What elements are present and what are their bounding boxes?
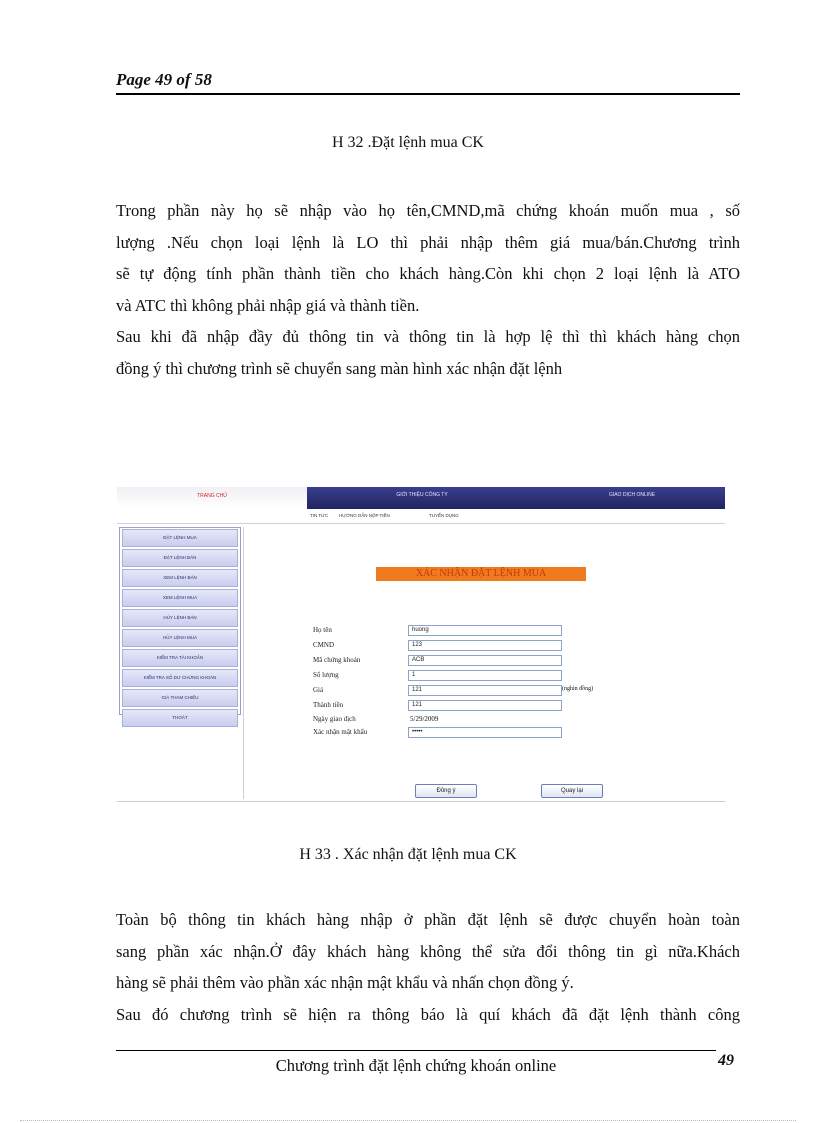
figure-33-caption: H 33 . Xác nhận đặt lệnh mua CK <box>299 846 517 863</box>
menu-view-buy[interactable]: XEM LỆNH MUA <box>122 589 238 607</box>
subnav-recruitment[interactable]: TUYỂN DỤNG <box>429 513 459 518</box>
menu-view-sell[interactable]: XEM LỆNH BÁN <box>122 569 238 587</box>
paragraph-line: Toàn bộ thông tin khách hàng nhập ở phần đặt lệnh sẽ được chuyển hoàn toàn <box>116 910 740 929</box>
sub-nav-bar <box>117 509 725 524</box>
subnav-news[interactable]: TIN TỨC <box>310 513 329 518</box>
figure-32-caption: H 32 .Đặt lệnh mua CK <box>332 134 484 151</box>
header-divider <box>116 93 740 95</box>
label-name: Họ tên <box>313 626 332 634</box>
total-field[interactable]: 121 <box>408 700 562 711</box>
footer-title: Chương trình đặt lệnh chứng khoán online <box>275 1056 557 1075</box>
id-number-field[interactable]: 123 <box>408 640 562 651</box>
sidebar-menu <box>119 527 241 720</box>
paragraph-line: Trong phần này họ sẽ nhập vào họ tên,CMND,mã chứng khoán muốn mua , số <box>116 201 740 220</box>
top-nav-bar <box>117 487 725 509</box>
price-field[interactable]: 121 <box>408 685 562 696</box>
menu-check-account[interactable]: KIỂM TRA TÀI KHOẢN <box>122 649 238 667</box>
paragraph-line: Sau khi đã nhập đầy đủ thông tin và thông tin là hợp lệ thì thì khách hàng chọn <box>116 327 740 346</box>
paragraph-line: sang phần xác nhận.Ở đây khách hàng không thể sửa đổi thông tin gì nữa.Khách <box>116 941 740 961</box>
back-button[interactable]: Quay lại <box>541 784 603 798</box>
price-unit: (nghìn đồng) <box>562 686 594 692</box>
confirm-title: XÁC NHẬN ĐẶT LỆNH MUA <box>376 567 586 581</box>
quantity-field[interactable]: 1 <box>408 670 562 681</box>
name-field[interactable]: huong <box>408 625 562 636</box>
label-stock-code: Mã chứng khoán <box>313 656 361 664</box>
paragraph-2 <box>116 904 740 1030</box>
footer-page-number: 49 <box>718 1052 734 1069</box>
bottom-dotted-line <box>20 1120 796 1121</box>
confirm-order-screenshot <box>117 487 725 802</box>
subnav-deposit-guide[interactable]: HƯỚNG DẪN NỘP TIỀN <box>339 513 390 518</box>
paragraph-line: sẽ tự động tính phần thành tiền cho khách hàng.Còn khi chọn 2 loại lệnh là ATO <box>116 264 740 283</box>
paragraph-line: hàng sẽ phải thêm vào phần xác nhận mật khẩu và nhấn chọn đồng ý. <box>116 973 574 992</box>
menu-reference-price[interactable]: GIÁ THAM CHIẾU <box>122 689 238 707</box>
agree-button[interactable]: Đồng ý <box>415 784 477 798</box>
label-id-number: CMND <box>313 641 335 649</box>
tab-home[interactable]: TRANG CHỦ <box>117 487 307 509</box>
menu-check-balance[interactable]: KIỂM TRA SỐ DƯ CHỨNG KHOÁN <box>122 669 238 687</box>
trade-date-value: 5/29/2009 <box>410 715 439 723</box>
footer-divider <box>116 1050 716 1051</box>
tab-company-intro[interactable]: GIỚI THIỆU CÔNG TY <box>396 492 448 498</box>
menu-buy-order[interactable]: ĐẶT LỆNH MUA <box>122 529 238 547</box>
label-total: Thành tiền <box>313 701 344 709</box>
menu-logout[interactable]: THOÁT <box>122 709 238 727</box>
paragraph-1 <box>116 195 740 384</box>
paragraph-line: và ATC thì không phải nhập giá và thành tiền. <box>116 295 420 315</box>
paragraph-line: lượng .Nếu chọn loại lệnh là LO thì phải nhập thêm giá mua/bán.Chương trình <box>116 232 740 252</box>
label-confirm-password: Xác nhận mật khẩu <box>313 728 368 736</box>
label-price: Giá <box>313 686 324 694</box>
stock-code-field[interactable]: ACB <box>408 655 562 666</box>
page-header: Page 49 of 58 <box>116 70 212 89</box>
paragraph-line: đồng ý thì chương trình sẽ chuyển sang màn hình xác nhận đặt lệnh <box>116 358 563 378</box>
confirm-password-field[interactable]: ••••• <box>408 727 562 738</box>
menu-cancel-buy[interactable]: HỦY LỆNH MUA <box>122 629 238 647</box>
label-trade-date: Ngày giao dịch <box>313 715 356 723</box>
menu-sell-order[interactable]: ĐẶT LỆNH BÁN <box>122 549 238 567</box>
menu-cancel-sell[interactable]: HỦY LỆNH BÁN <box>122 609 238 627</box>
label-quantity: Số lượng <box>313 671 339 679</box>
paragraph-line: Sau đó chương trình sẽ hiện ra thông báo là quí khách đã đặt lệnh thành công <box>116 1004 740 1024</box>
tab-online-trading[interactable]: GIAO DỊCH ONLINE <box>608 492 656 498</box>
